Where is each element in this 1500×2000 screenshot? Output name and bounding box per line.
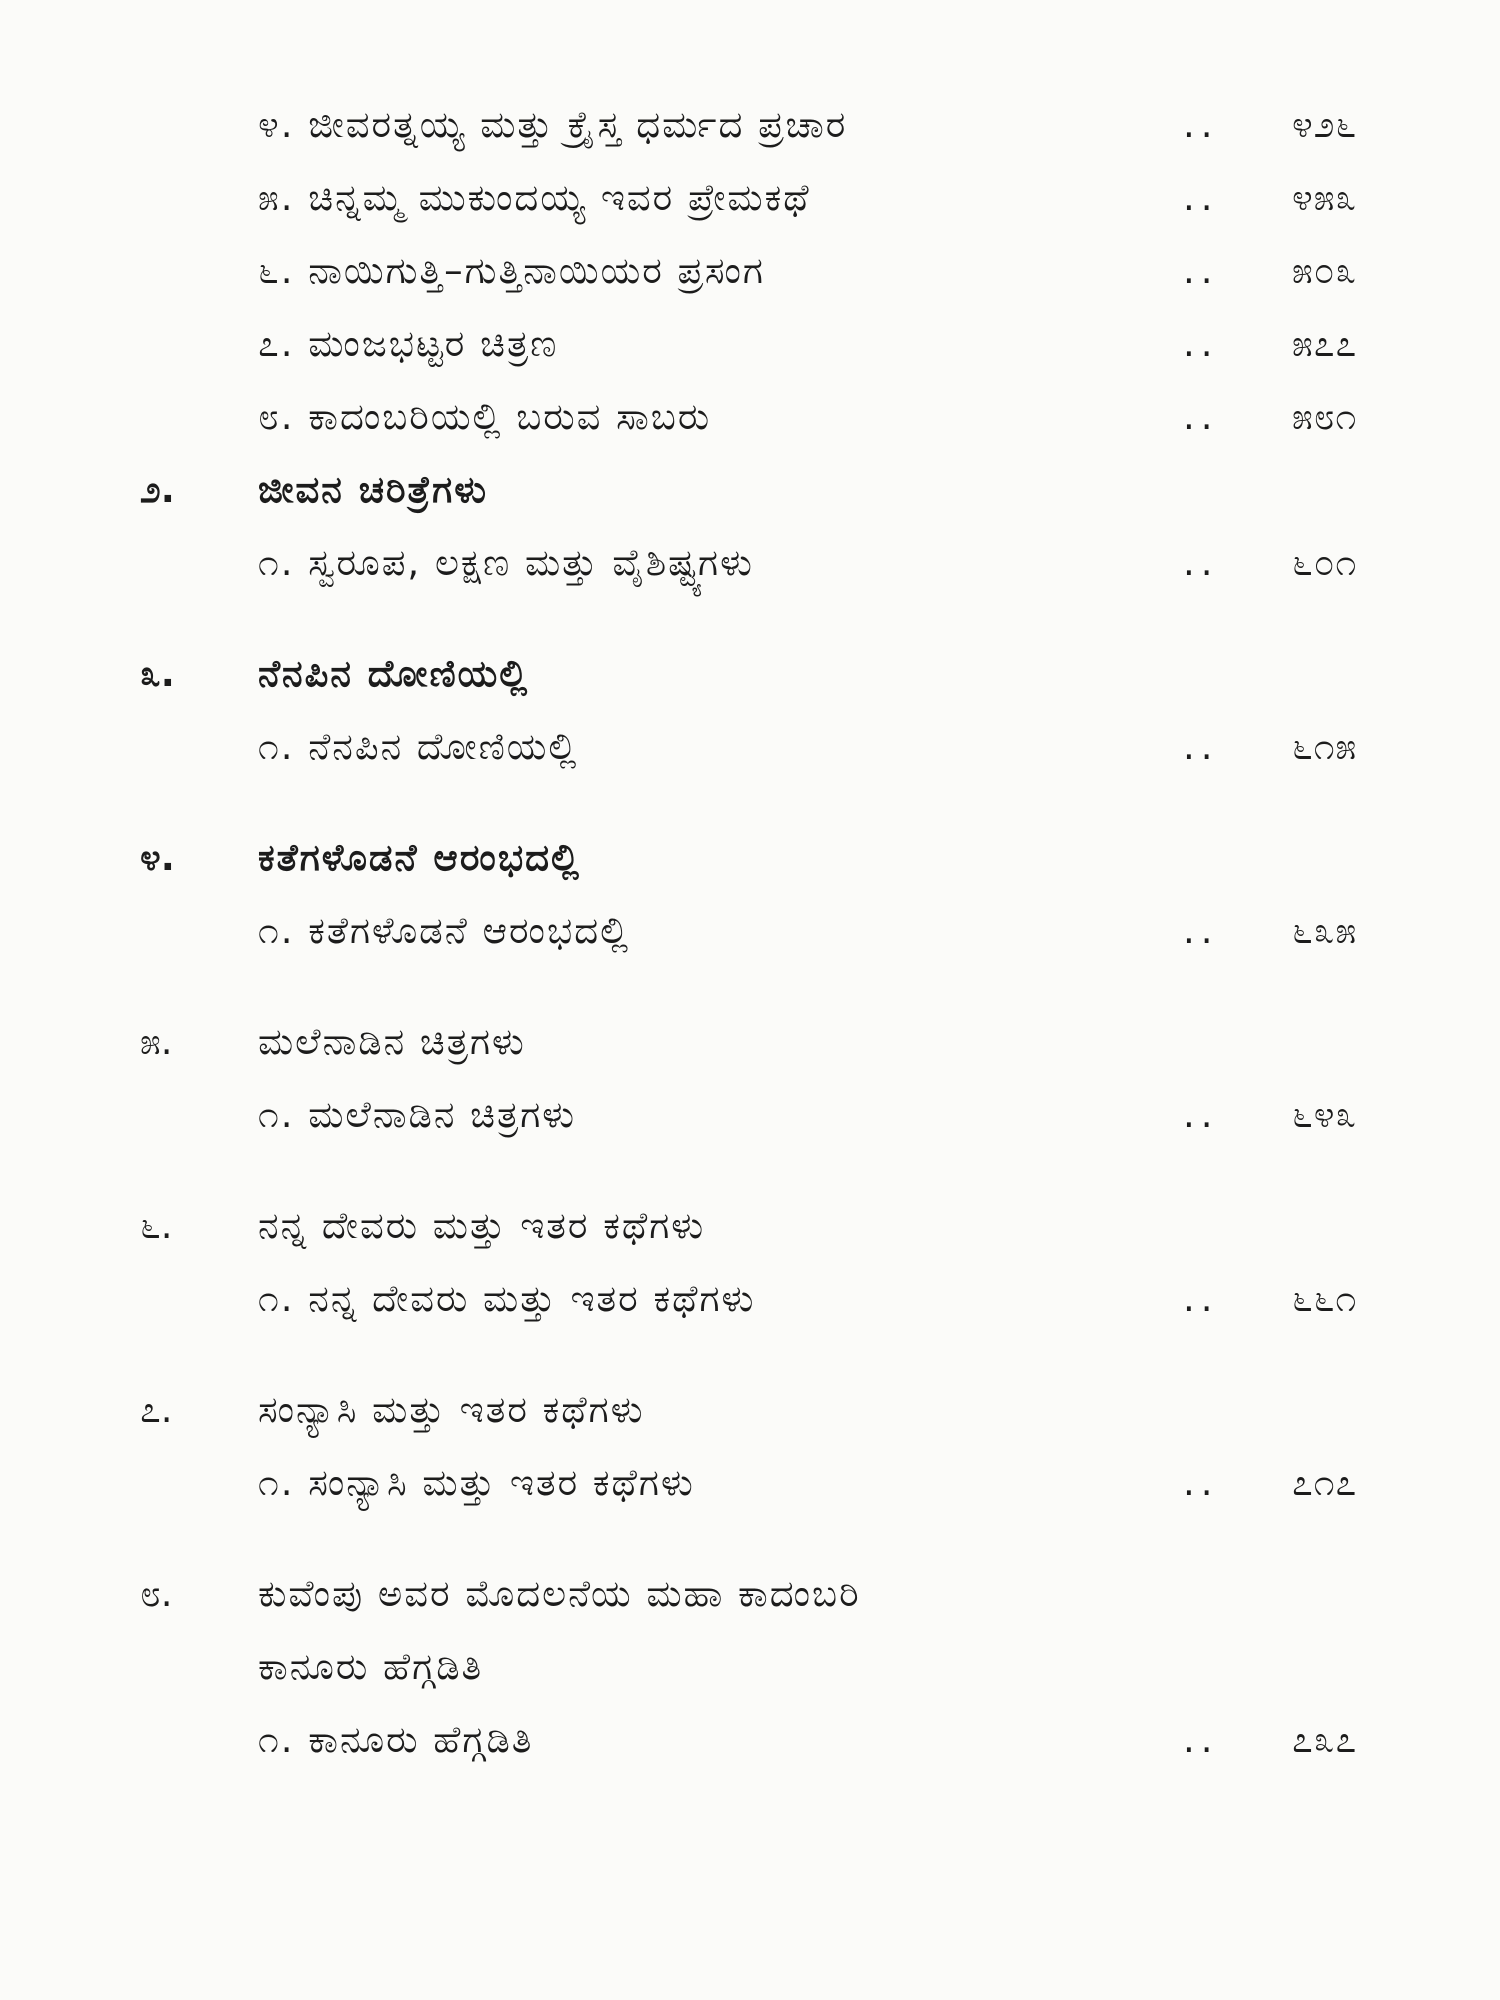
toc-entry[interactable] <box>0 1262 1500 1335</box>
section-heading[interactable] <box>0 453 1500 526</box>
toc-section <box>0 821 1500 967</box>
toc-section <box>0 1373 1500 1519</box>
section-heading[interactable] <box>0 1557 1500 1630</box>
leader-dots: .. <box>1183 1461 1219 1504</box>
entry-number: ೧. <box>258 725 295 768</box>
continued-entries <box>0 88 1500 453</box>
leader-dots: .. <box>1183 909 1219 952</box>
page-number: ೬೬೧ <box>1292 1277 1358 1320</box>
entry-title: ನನ್ನ ದೇವರು ಮತ್ತು ಇತರ ಕಥೆಗಳು <box>308 1277 756 1320</box>
page-number: ೭೩೭ <box>1292 1718 1358 1761</box>
entry-number: ೮. <box>258 395 295 438</box>
toc-entry[interactable] <box>0 88 1500 161</box>
leader-dots: .. <box>1183 395 1219 438</box>
section-heading[interactable] <box>0 637 1500 710</box>
entry-number: ೪. <box>258 103 295 146</box>
section-title-line-1: ಕುವೆಂಪು ಅವರ ಮೊದಲನೆಯ ಮಹಾ ಕಾದಂಬರಿ <box>258 1572 861 1615</box>
page-number: ೫೮೧ <box>1292 395 1358 438</box>
section-heading[interactable] <box>0 1373 1500 1446</box>
entry-title: ಕತೆಗಳೊಡನೆ ಆರಂಭದಲ್ಲಿ <box>308 909 631 952</box>
leader-dots: .. <box>1183 176 1219 219</box>
toc-entry[interactable] <box>0 161 1500 234</box>
section-heading[interactable] <box>0 1005 1500 1078</box>
leader-dots: .. <box>1183 103 1219 146</box>
toc-section <box>0 453 1500 599</box>
toc-entry[interactable] <box>0 710 1500 783</box>
page-number: ೪೨೬ <box>1292 103 1358 146</box>
toc-entry[interactable] <box>0 1703 1500 1776</box>
page-number: ೭೧೭ <box>1292 1461 1358 1504</box>
section-heading[interactable] <box>0 821 1500 894</box>
section-heading-continued <box>0 1630 1500 1703</box>
section-number: ೭. <box>140 1388 173 1431</box>
toc-section <box>0 1189 1500 1335</box>
toc-entry[interactable] <box>0 307 1500 380</box>
section-number: ೨. <box>140 468 175 511</box>
entry-number: ೫. <box>258 176 295 219</box>
leader-dots: .. <box>1183 1093 1219 1136</box>
leader-dots: .. <box>1183 322 1219 365</box>
toc-section <box>0 1005 1500 1151</box>
page-number: ೫೦೩ <box>1292 249 1358 292</box>
entry-title: ಚಿನ್ನಮ್ಮ ಮುಕುಂದಯ್ಯ ಇವರ ಪ್ರೇಮಕಥೆ <box>308 176 811 219</box>
section-title: ಸಂನ್ಯಾಸಿ ಮತ್ತು ಇತರ ಕಥೆಗಳು <box>258 1388 645 1431</box>
section-title: ನೆನಪಿನ ದೋಣಿಯಲ್ಲಿ <box>258 652 530 695</box>
leader-dots: .. <box>1183 249 1219 292</box>
entry-title: ಸ್ವರೂಪ, ಲಕ್ಷಣ ಮತ್ತು ವೈಶಿಷ್ಟ್ಯಗಳು <box>308 541 754 584</box>
entry-number: ೧. <box>258 1461 295 1504</box>
table-of-contents <box>0 88 1500 1776</box>
section-number: ೬. <box>140 1204 173 1247</box>
toc-entry[interactable] <box>0 1078 1500 1151</box>
entry-number: ೬. <box>258 249 295 292</box>
entry-number: ೧. <box>258 1093 295 1136</box>
toc-entry[interactable] <box>0 1446 1500 1519</box>
toc-entry[interactable] <box>0 234 1500 307</box>
section-title: ಕತೆಗಳೊಡನೆ ಆರಂಭದಲ್ಲಿ <box>258 836 581 879</box>
toc-section <box>0 637 1500 783</box>
toc-entry[interactable] <box>0 380 1500 453</box>
page-number: ೬೦೧ <box>1292 541 1358 584</box>
entry-title: ನಾಯಿಗುತ್ತಿ–ಗುತ್ತಿನಾಯಿಯರ ಪ್ರಸಂಗ <box>308 249 765 292</box>
entry-title: ಮಲೆನಾಡಿನ ಚಿತ್ರಗಳು <box>308 1093 577 1136</box>
section-number: ೩. <box>140 652 175 695</box>
leader-dots: .. <box>1183 1277 1219 1320</box>
section-title-line-2: ಕಾನೂರು ಹೆಗ್ಗಡಿತಿ <box>258 1645 484 1688</box>
section-title: ಮಲೆನಾಡಿನ ಚಿತ್ರಗಳು <box>258 1020 526 1063</box>
entry-title: ಸಂನ್ಯಾಸಿ ಮತ್ತು ಇತರ ಕಥೆಗಳು <box>308 1461 695 1504</box>
toc-section <box>0 1557 1500 1776</box>
section-title: ನನ್ನ ದೇವರು ಮತ್ತು ಇತರ ಕಥೆಗಳು <box>258 1204 706 1247</box>
section-number: ೫. <box>140 1020 173 1063</box>
toc-entry[interactable] <box>0 894 1500 967</box>
entry-number: ೧. <box>258 541 295 584</box>
entry-title: ಮಂಜಭಟ್ಟರ ಚಿತ್ರಣ <box>308 322 559 365</box>
page-number: ೬೪೩ <box>1292 1093 1358 1136</box>
page-number: ೬೩೫ <box>1292 909 1358 952</box>
entry-title: ಕಾದಂಬರಿಯಲ್ಲಿ ಬರುವ ಸಾಬರು <box>308 395 712 438</box>
section-number: ೮. <box>140 1572 173 1615</box>
page-number: ೫೭೭ <box>1292 322 1358 365</box>
entry-number: ೧. <box>258 1718 295 1761</box>
entry-title: ಕಾನೂರು ಹೆಗ್ಗಡಿತಿ <box>308 1718 534 1761</box>
leader-dots: .. <box>1183 725 1219 768</box>
toc-entry[interactable] <box>0 526 1500 599</box>
entry-title: ಜೀವರತ್ನಯ್ಯ ಮತ್ತು ಕ್ರೈಸ್ತ ಧರ್ಮದ ಪ್ರಚಾರ <box>308 103 848 146</box>
section-heading[interactable] <box>0 1189 1500 1262</box>
section-title: ಜೀವನ ಚರಿತ್ರೆಗಳು <box>258 468 489 511</box>
page-number: ೬೧೫ <box>1292 725 1358 768</box>
leader-dots: .. <box>1183 541 1219 584</box>
entry-number: ೧. <box>258 909 295 952</box>
entry-number: ೭. <box>258 322 295 365</box>
leader-dots: .. <box>1183 1718 1219 1761</box>
entry-number: ೧. <box>258 1277 295 1320</box>
section-number: ೪. <box>140 836 175 879</box>
page-number: ೪೫೩ <box>1292 176 1358 219</box>
entry-title: ನೆನಪಿನ ದೋಣಿಯಲ್ಲಿ <box>308 725 579 768</box>
